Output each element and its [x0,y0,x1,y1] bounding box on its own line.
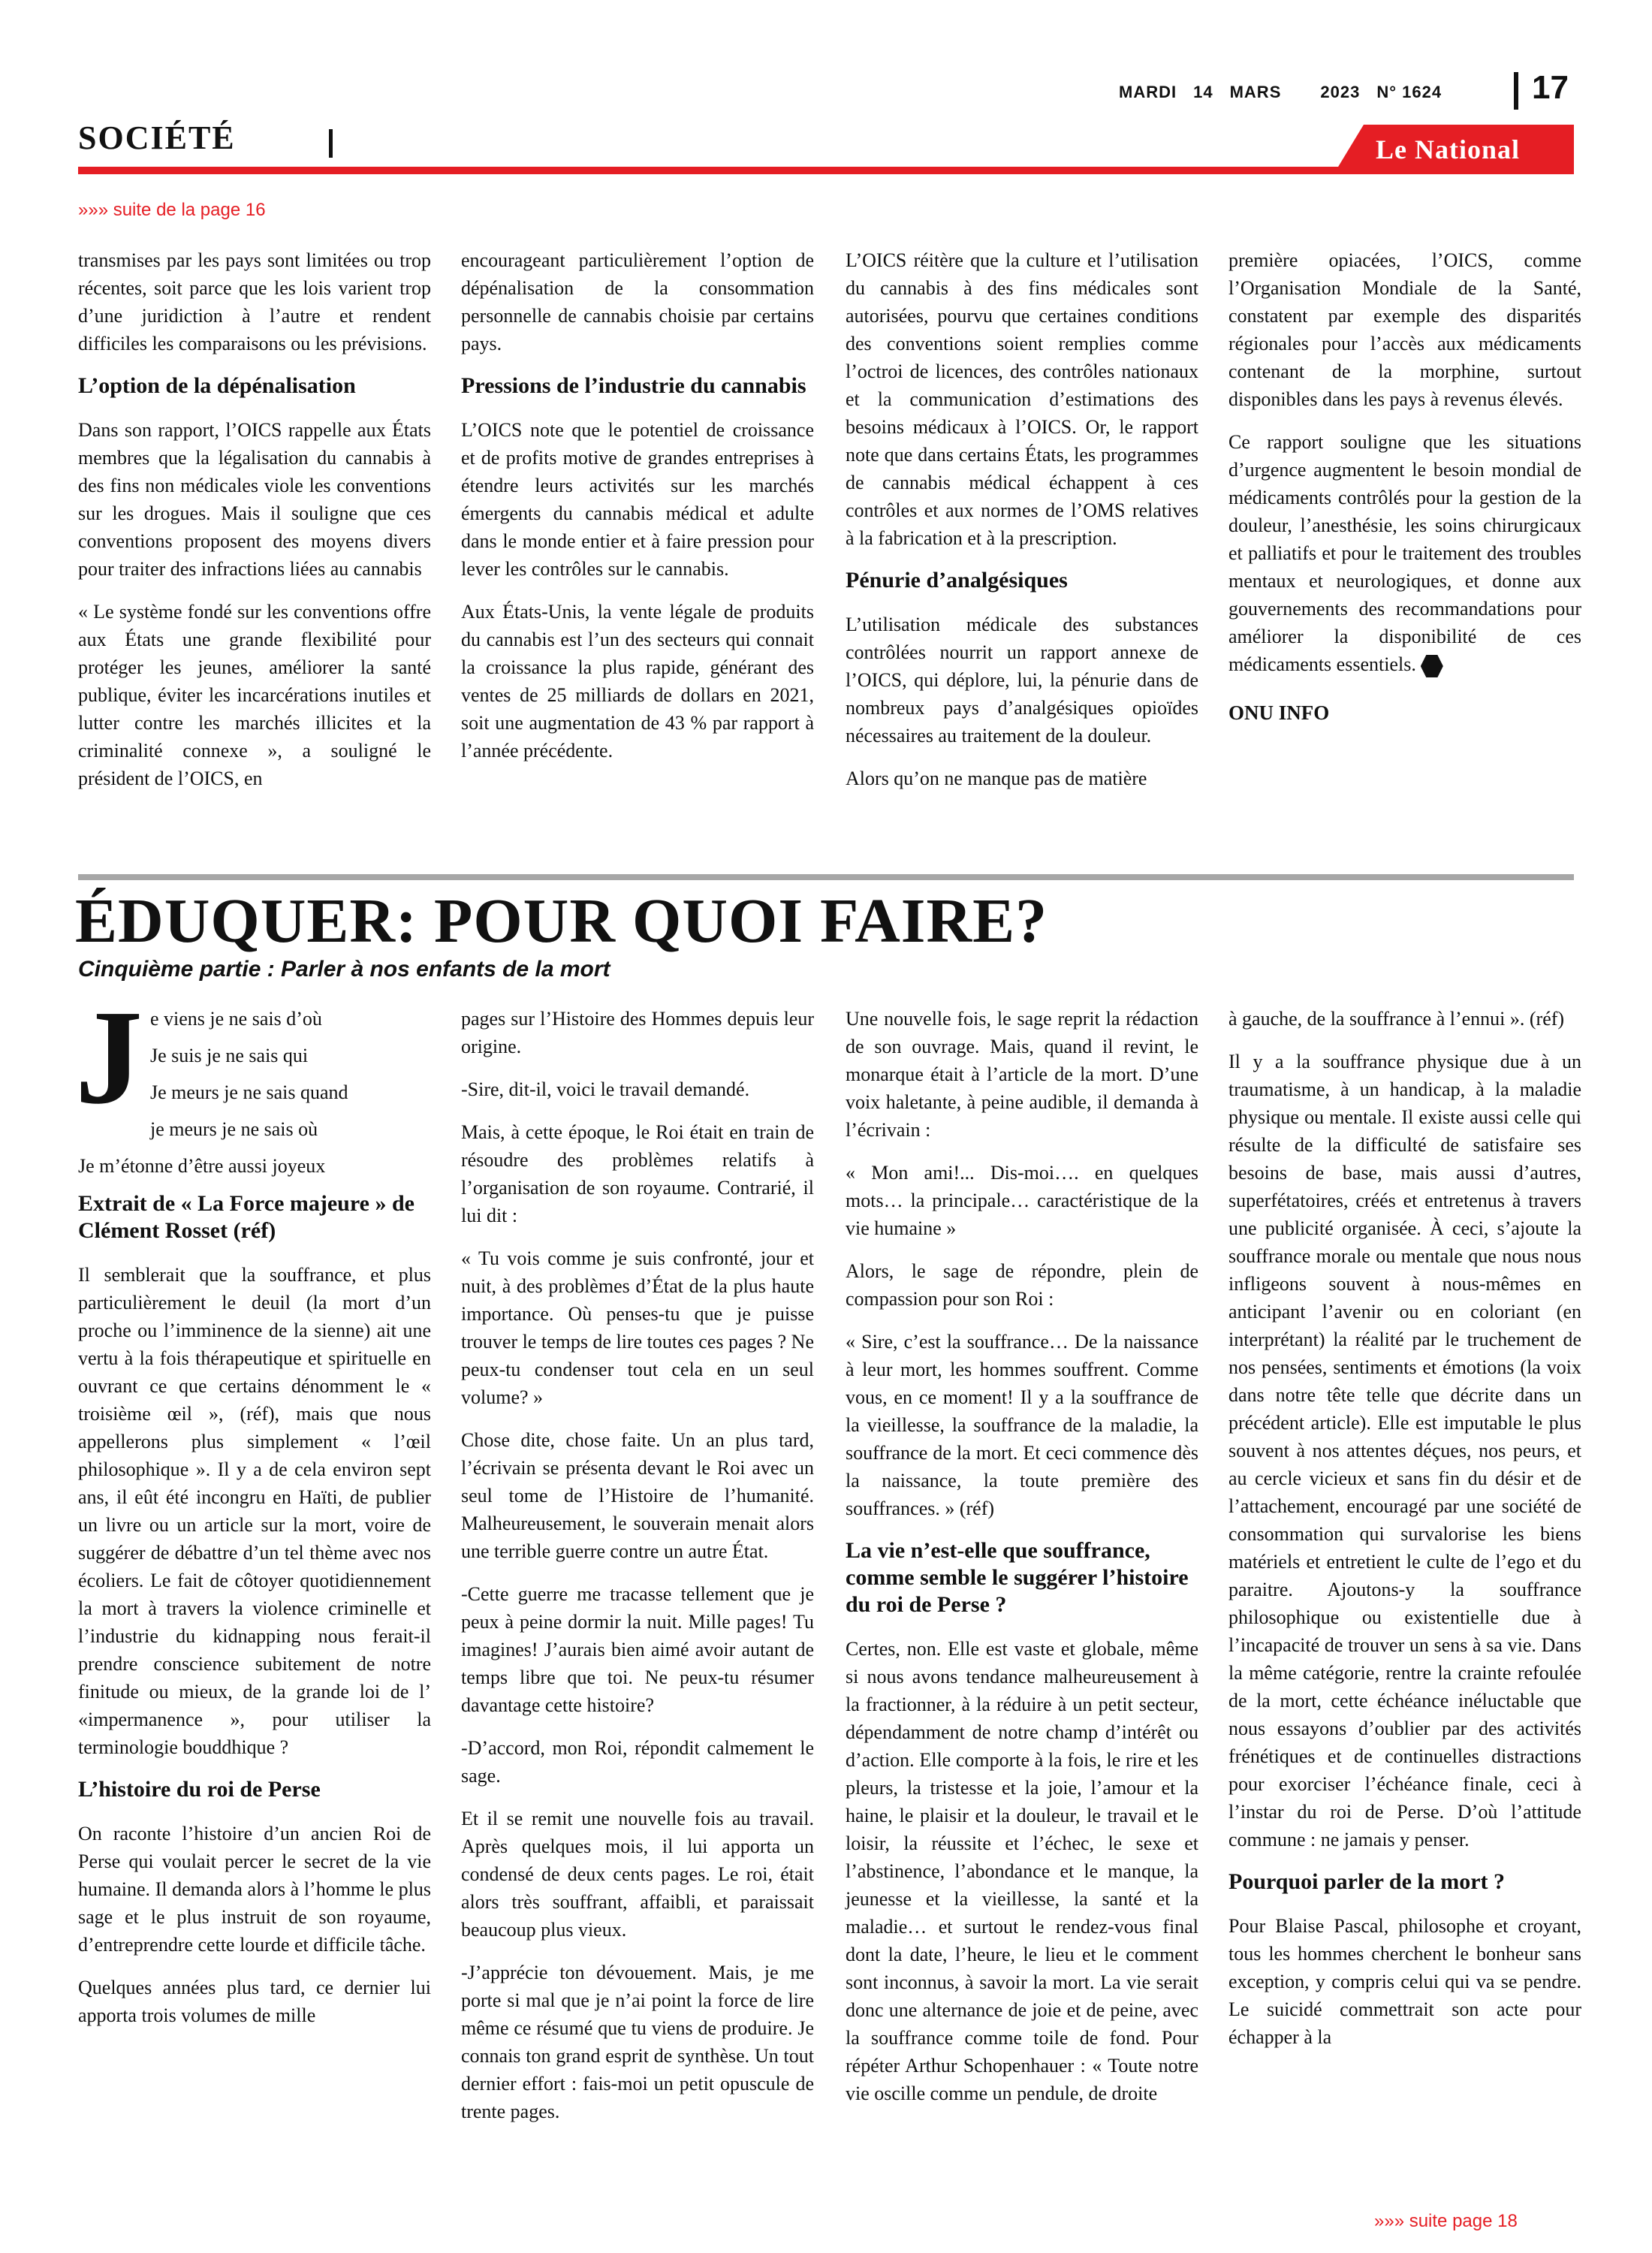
paragraph: -D’accord, mon Roi, répondit calmement le sage. [461,1737,814,1787]
article-column-2 [461,1005,814,2140]
poem-line: Je meurs je ne sais quand [150,1081,348,1103]
article-column-3 [846,1005,1198,2122]
poem-line: je meurs je ne sais où [150,1118,318,1140]
subheading: Pénurie d’analgésiques [846,568,1068,593]
issue-date: MARDI 14 MARS 2023 N° 1624 [1119,83,1442,101]
subheading: L’histoire du roi de Perse [78,1777,321,1802]
page-number: 17 [1532,69,1569,106]
top-column-2 [461,246,814,780]
paragraph: Il semblerait que la souffrance, et plus particulièrement le deuil (la mort d’un proche ou l’imminence de la sienne) ait une vertu à la fois thérapeutique et spirituelle en ouvrant ce que certains dénomment le « troisième œil », (réf), mais que nous appellerons plus simplement « l’œil philosophique ». Il y a de cela environ sept ans, il eût été incongru en Haïti, de publier un livre ou un article sur la mort, voire de suggérer de débattre d’un tel thème avec nos écoliers. Le fait de côtoyer quotidiennement la mort à travers la violence criminelle et l’industrie du kidnapping nous ferait-il prendre conscience subitement de notre finitude ou mieux, de la grande loi de l’ «impermanence », pour utiliser la terminologie bouddhique ? [78,1264,431,1758]
paragraph: pages sur l’Histoire des Hommes depuis leur origine. [461,1008,814,1057]
paragraph: transmises par les pays sont limitées ou trop récentes, soit parce que les lois varient trop d’une juridiction à l’autre et rendent difficiles les comparaisons ou les prévisions. [78,249,431,354]
section-divider [329,129,333,158]
article-source: ONU INFO [1228,701,1330,724]
paragraph: « Tu vois comme je suis confronté, jour et nuit, à des problèmes d’État de la plus haute importance. Où penses-tu que je puisse trouver le temps de lire toutes ces pages ? Ne peux-tu condenser tout cela en un seul volume? » [461,1247,814,1408]
paragraph: Et il se remit une nouvelle fois au travail. Après quelques mois, il lui apporta un condensé de deux cents pages. Le roi, était alors très souffrant, affaibli, et paraissait beaucoup plus vieux. [461,1808,814,1941]
subheading: La vie n’est-elle que souffrance, comme semble le suggérer l’histoire du roi de Perse ? [846,1538,1189,1617]
continued-from-link[interactable]: »»» suite de la page 16 [78,200,266,220]
paragraph: Quelques années plus tard, ce dernier lui apporta trois volumes de mille [78,1977,431,2026]
subheading: L’option de la dépénalisation [78,373,356,398]
paragraph: Alors, le sage de répondre, plein de compassion pour son Roi : [846,1260,1198,1310]
paragraph: « Le système fondé sur les conventions offre aux États une grande flexibilité pour protéger les jeunes, améliorer la santé publique, éviter les incarcérations inutiles et lutter contre les marchés illicites et la criminalité connexe », a souligné le président de l’OICS, en [78,601,431,789]
paragraph: On raconte l’histoire d’un ancien Roi de Perse qui voulait percer le secret de la vie humaine. Il demanda alors à l’homme le plus sage et le plus instruit de son royaume, d’entreprendre cette lourde et difficile tâche. [78,1823,431,1956]
continued-to-link[interactable]: »»» suite page 18 [1374,2211,1518,2231]
epigraph-poem [75,982,431,1180]
poem-line: Je suis je ne sais qui [150,1045,309,1066]
paragraph: Chose dite, chose faite. Un an plus tard, l’écrivain se présenta devant le Roi avec un seul tome de l’Histoire de l’humanité. Malheureusement, le souverain menait alors une terrible guerre contre un autre État. [461,1429,814,1562]
paragraph: « Sire, c’est la souffrance… De la naissance à leur mort, les hommes souffrent. Comme vous, en ce moment! Il y a la souffrance de la vieillesse, la souffrance de la maladie, la souffrance de la mort. Et ceci commence dès la naissance, la toute première des souffrances. » (réf) [846,1331,1198,1519]
paragraph: Alors qu’on ne manque pas de matière [846,768,1147,789]
paragraph: première opiacées, l’OICS, comme l’Organisation Mondiale de la Santé, constatent par exemple des disparités régionales pour l’accès aux médicaments contenant de la morphine, surtout disponibles dans les pays à revenus élevés. [1228,249,1581,410]
paragraph: encourageant particulièrement l’option de dépénalisation de la consommation personnelle de cannabis choisie par certains pays. [461,249,814,354]
brand-name: Le National [1376,134,1521,164]
paragraph: Certes, non. Elle est vaste et globale, même si nous avons tendance malheureusement à la fractionner, à la réduire à un petit secteur, dépendamment de notre champ d’intérêt ou d’action. Elle comporte à la fois, le rire et les pleurs, la tristesse et la joie, l’amour et la haine, le plaisir et la douleur, le travail et le loisir, la réussite et l’échec, le sexe et l’abstinence, l’abondance et le manque, la jeunesse et la vieillesse, la santé et la maladie… et surtout le rendez-vous final dont la date, l’heure, le lieu et le comment sont inconnus, à savoir la mort. La vie serait donc une alternance de joie et de peine, avec la souffrance comme toile de fond. Pour répéter Arthur Schopenhauer : « Toute notre vie oscille comme un pendule, de droite [846,1638,1198,2104]
subheading: Pressions de l’industrie du cannabis [461,373,806,398]
end-mark-icon [1421,655,1443,677]
paragraph: à gauche, de la souffrance à l’ennui ». (réf) [1228,1008,1565,1030]
paragraph: Mais, à cette époque, le Roi était en train de résoudre des problèmes relatifs à l’organisation de son royaume. Contrarié, il lui dit : [461,1121,814,1226]
article-column-1 [75,982,431,2044]
paragraph: L’OICS réitère que la culture et l’utilisation du cannabis à des fins médicales sont autorisées, pourvu que certaines conditions des conventions soient remplies comme l’octroi de licences, des contrôles nationaux et la communication d’estimations des besoins médicaux à l’OICS. Or, le rapport note que dans certains États, les programmes de cannabis médical échappent à ces contrôles et aux normes de l’OMS relatives à la fabrication et à la prescription. [846,249,1198,549]
article-column-4 [1228,1005,1581,2066]
paragraph: L’OICS note que le potentiel de croissance et de profits motive de grandes entreprises à étendre leurs activités sur les marchés émergents du cannabis médical et adulte dans le monde entier et à faire pression pour lever les contrôles sur le cannabis. [461,419,814,580]
poem-line: e viens je ne sais d’où [150,1008,322,1030]
paragraph: Dans son rapport, l’OICS rappelle aux États membres que la légalisation du cannabis à des fins non médicales viole les conventions sur les drogues. Mais il souligne que ces conventions proposent des moyens divers pour traiter des infractions liées au cannabis [78,419,431,580]
paragraph: -Sire, dit-il, voici le travail demandé. [461,1078,750,1100]
paragraph: -J’apprécie ton dévouement. Mais, je me porte si mal que je n’ai point la force de lire même ce résumé que tu viens de produire. Je connais ton grand esprit de synthèse. Un tout dernier effort : fais-moi un petit opuscule de trente pages. [461,1962,814,2122]
paragraph: Une nouvelle fois, le sage reprit la rédaction de son ouvrage. Mais, quand il revint, le monarque était à l’article de la mort. D’une voix haletante, à peine audible, il demanda à l’écrivain : [846,1008,1198,1141]
paragraph: Pour Blaise Pascal, philosophe et croyant, tous les hommes cherchent le bonheur sans exception, y compris celui qui va se pendre. Le suicidé commettrait son acte pour échapper à la [1228,1915,1581,2048]
paragraph: -Cette guerre me tracasse tellement que je peux à peine dormir la nuit. Mille pages! Tu imagines! J’aurais bien aimé avoir autant de temps libre que toi. Ne peux-tu résumer davantage cette histoire? [461,1583,814,1716]
paragraph: « Mon ami!... Dis-moi…. en quelques mots… la principale… caractéristique de la vie humaine » [846,1162,1198,1239]
top-column-1 [78,246,431,807]
drop-cap: J [75,982,143,1132]
paragraph: Aux États-Unis, la vente légale de produits du cannabis est l’un des secteurs qui connait la croissance la plus rapide, générant des ventes de 25 milliards de dollars en 2021, soit une augmentation de 43 % par rapport à l’année précédente. [461,601,814,762]
article-title: ÉDUQUER: POUR QUOI FAIRE? [75,886,1048,956]
poem-line: Je m’étonne d’être aussi joyeux [78,1155,326,1177]
article-subtitle: Cinquième partie : Parler à nos enfants de la mort [78,957,610,982]
header-divider [1514,72,1518,110]
subheading: Pourquoi parler de la mort ? [1228,1869,1506,1894]
paragraph: Ce rapport souligne que les situations d’urgence augmentent le besoin mondial de médicaments contrôlés pour la gestion de la douleur, l’anesthésie, les soins chirurgicaux et palliatifs et pour le traitement des troubles mentaux et neurologiques, et donne aux gouvernements des recommandations pour améliorer la disponibilité de ces médicaments essentiels. [1228,428,1581,678]
top-column-4 [1228,246,1581,727]
article-divider [78,874,1574,880]
top-column-3 [846,246,1198,807]
paragraph: L’utilisation médicale des substances contrôlées nourrit un rapport annexe de l’OICS, qui déplore, lui, la pénurie dans de nombreux pays d’analgésiques opioïdes nécessaires au traitement de la douleur. [846,614,1198,746]
section-title: SOCIÉTÉ [78,119,236,156]
subheading: Extrait de « La Force majeure » de Clément Rosset (réf) [78,1191,415,1243]
paragraph: Il y a la souffrance physique due à un traumatisme, à un handicap, à la maladie physique ou mentale. Il existe aussi celle qui résulte de la difficulté de satisfaire ses besoins de base, mais aussi d’autres, superfétatoires, créés et entretenus à travers une publicité organisée. À ceci, s’ajoute la souffrance morale ou mentale que nous nous infligeons souvent à nous-mêmes en anticipant l’avenir ou en coloriant (en interprétant) la réalité par le truchement de nos pensées, sentiments et émotions (la voix dans notre tête telle que décrite dans un précédent article). Elle est imputable le plus souvent à nos attentes déçues, nos peurs, et au cercle vicieux et sans fin du désir et de l’attachement, encouragé par une société de consommation qui survalorise les biens matériels et entretient le culte de l’ego et du paraitre. Ajoutons-y la souffrance philosophique ou existentielle due à l’incapacité de trouver un sens à sa vie. Dans la même catégorie, rentre la crainte refoulée de la mort, cette échéance inéluctable que nous essayons d’oublier par des activités frénétiques et de continuelles distractions pour exorciser l’échéance finale, ceci à l’instar du roi de Perse. D’où l’attitude commune : ne jamais y penser. [1228,1051,1581,1850]
